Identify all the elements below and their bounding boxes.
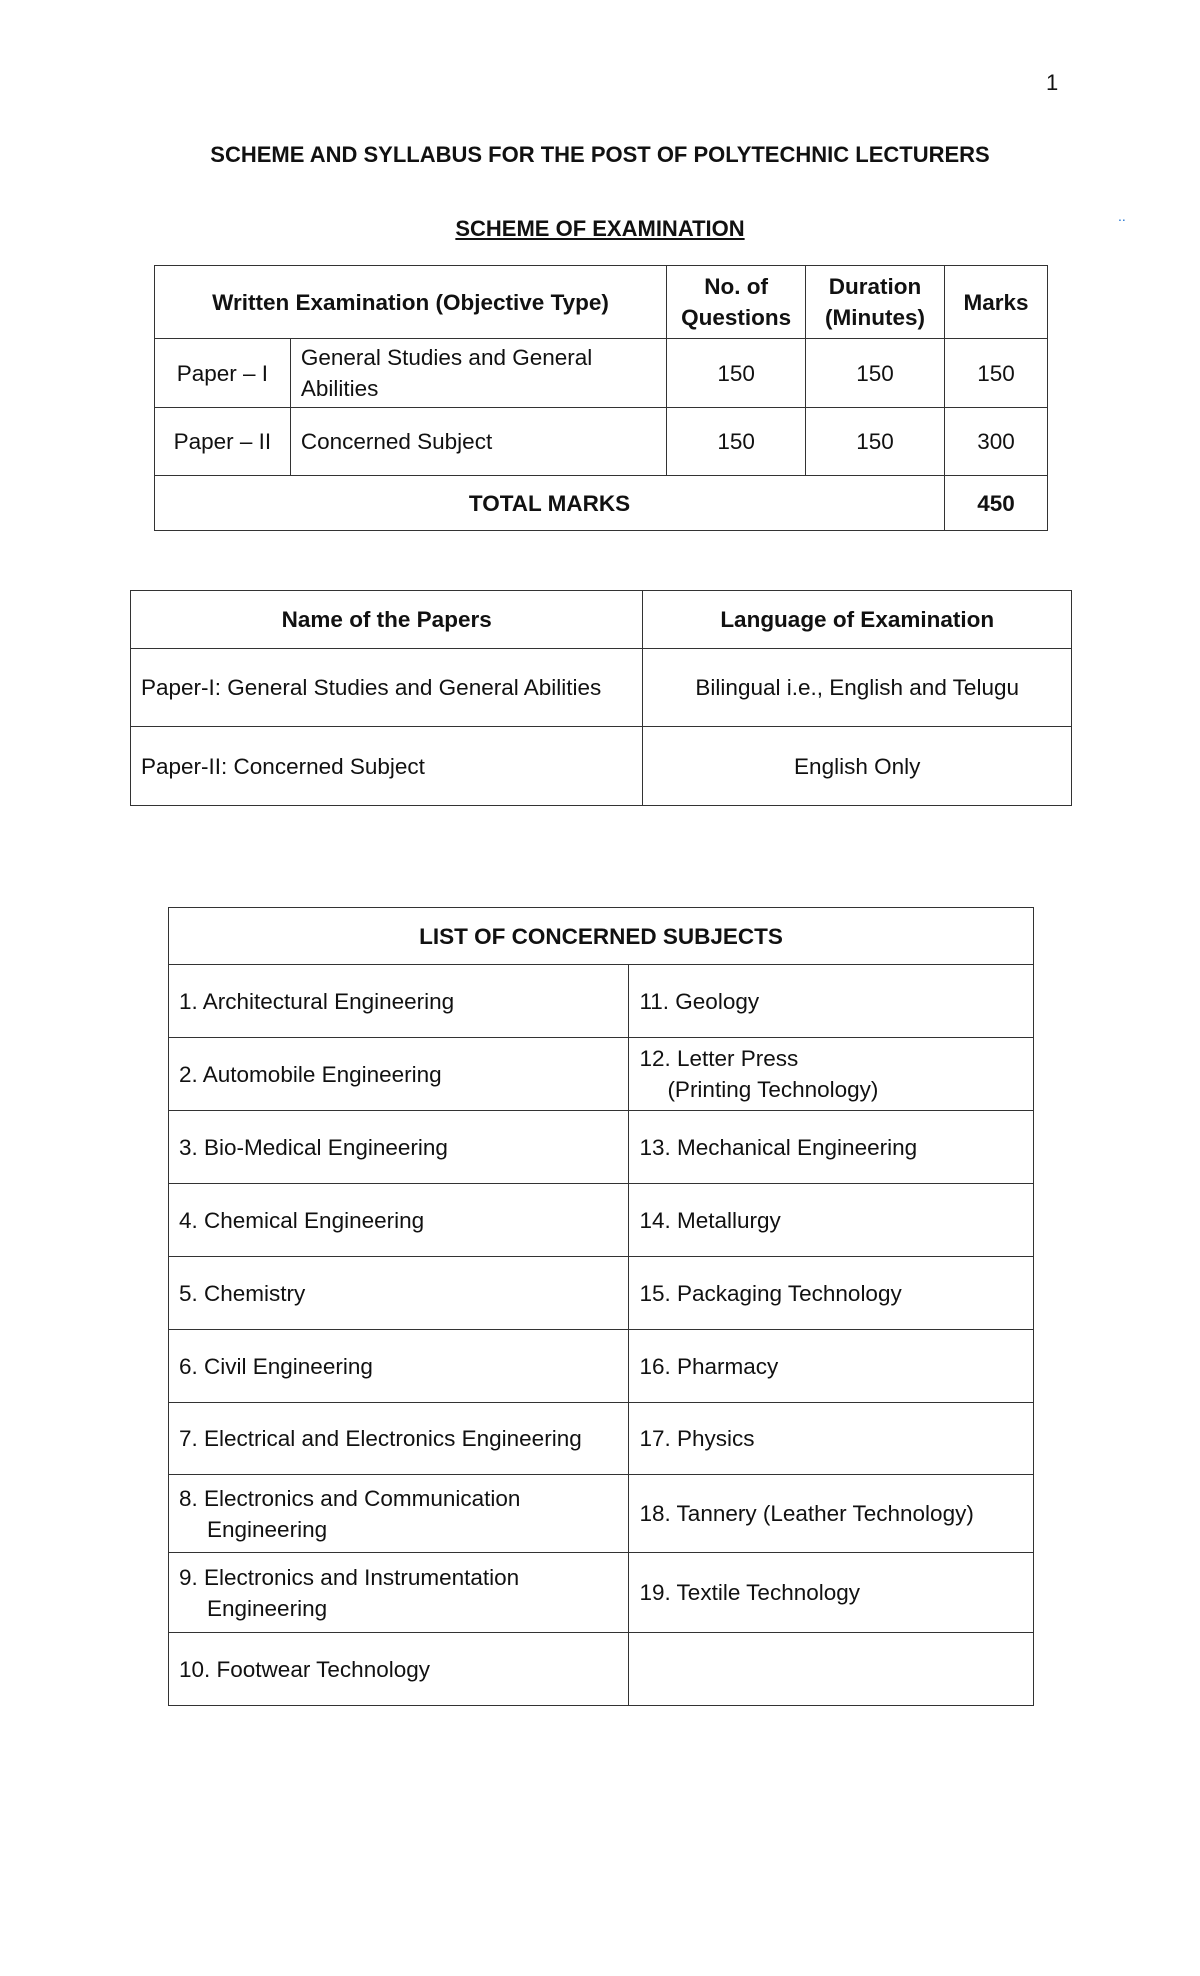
subjects-heading: LIST OF CONCERNED SUBJECTS <box>169 908 1034 965</box>
subject-cell <box>169 1633 629 1706</box>
section-heading: SCHEME OF EXAMINATION <box>455 216 745 241</box>
subject-name: 1. Architectural Engineering <box>179 988 455 1014</box>
subject-name: 11. Geology <box>639 988 760 1014</box>
subject-name: 10. Footwear Technology <box>179 1656 430 1682</box>
table-row <box>169 1111 1034 1184</box>
subject-cell <box>169 1184 629 1257</box>
subject-name-continued: (Printing Technology) <box>667 1077 879 1102</box>
table-row <box>155 408 1048 476</box>
language: Bilingual i.e., English and Telugu <box>643 649 1072 727</box>
header-papers: Name of the Papers <box>131 591 643 649</box>
table-row <box>155 339 1048 408</box>
table-row <box>169 1403 1034 1475</box>
table-row <box>131 649 1072 727</box>
subject-cell <box>169 1038 629 1111</box>
subject-name: 12. Letter Press <box>639 1046 799 1071</box>
subject-name: 17. Physics <box>639 1426 755 1451</box>
subject-cell: Concerned Subject <box>290 408 666 476</box>
subject-cell <box>629 1633 1034 1706</box>
table-row <box>169 1633 1034 1706</box>
table-row <box>169 1038 1034 1111</box>
subject-name: 6. Civil Engineering <box>179 1353 373 1379</box>
header-duration: Duration (Minutes) <box>806 266 945 339</box>
table-row <box>169 1330 1034 1403</box>
margin-mark: .. <box>1118 208 1126 224</box>
subject-name-continued: Engineering <box>207 1595 328 1621</box>
language: English Only <box>643 727 1072 806</box>
table-row <box>169 1553 1034 1633</box>
subject-cell <box>169 1330 629 1403</box>
duration-cell: 150 <box>806 408 945 476</box>
subject-name: 5. Chemistry <box>179 1280 306 1306</box>
subject-cell <box>169 1403 629 1475</box>
subject-name: 18. Tannery (Leather Technology) <box>639 1501 974 1526</box>
subject-cell <box>629 965 1034 1038</box>
subject-name: 8. Electronics and Communication <box>179 1485 521 1511</box>
table-row <box>169 1184 1034 1257</box>
subject-cell <box>629 1111 1034 1184</box>
subject-name: 2. Automobile Engineering <box>179 1061 442 1087</box>
paper-name: Paper-II: Concerned Subject <box>131 727 643 806</box>
subjects-table <box>168 907 1034 1706</box>
subject-cell <box>629 1184 1034 1257</box>
header-questions: No. of Questions <box>667 266 806 339</box>
language-table <box>130 590 1072 806</box>
table-row <box>169 1257 1034 1330</box>
subject-cell <box>169 965 629 1038</box>
page-number: 1 <box>1046 70 1059 95</box>
subject-name: 9. Electronics and Instrumentation <box>179 1564 520 1590</box>
subject-cell <box>629 1475 1034 1553</box>
subject-cell <box>169 1553 629 1633</box>
paper-cell: Paper – I <box>155 339 291 408</box>
header-language: Language of Examination <box>643 591 1072 649</box>
table-row <box>131 727 1072 806</box>
table-row <box>169 1475 1034 1553</box>
subject-cell <box>629 1403 1034 1475</box>
subject-cell <box>169 1475 629 1553</box>
header-marks: Marks <box>945 266 1048 339</box>
total-label: TOTAL MARKS <box>155 476 945 531</box>
paper-name: Paper-I: General Studies and General Abilities <box>131 649 643 727</box>
questions-cell: 150 <box>667 339 806 408</box>
subject-name: 14. Metallurgy <box>639 1207 781 1233</box>
subject-cell <box>629 1257 1034 1330</box>
paper-cell: Paper – II <box>155 408 291 476</box>
subject-name: 13. Mechanical Engineering <box>639 1134 918 1160</box>
subject-name: 15. Packaging Technology <box>639 1280 902 1306</box>
subject-name: 16. Pharmacy <box>639 1353 779 1379</box>
subject-cell <box>169 1257 629 1330</box>
subject-cell <box>629 1038 1034 1111</box>
questions-cell: 150 <box>667 408 806 476</box>
subject-name: 3. Bio-Medical Engineering <box>179 1134 448 1160</box>
subject-cell <box>629 1553 1034 1633</box>
subject-name: 19. Textile Technology <box>639 1580 861 1605</box>
marks-cell: 150 <box>945 339 1048 408</box>
marks-cell: 300 <box>945 408 1048 476</box>
header-exam: Written Examination (Objective Type) <box>155 266 667 339</box>
table-row <box>169 965 1034 1038</box>
subject-cell: General Studies and General Abilities <box>290 339 666 408</box>
total-value: 450 <box>945 476 1048 531</box>
document-title: SCHEME AND SYLLABUS FOR THE POST OF POLYTECHNIC LECTURERS <box>210 142 990 167</box>
subject-cell <box>169 1111 629 1184</box>
duration-cell: 150 <box>806 339 945 408</box>
scheme-table <box>154 265 1048 531</box>
subject-cell <box>629 1330 1034 1403</box>
subject-name-continued: Engineering <box>207 1516 328 1542</box>
subject-name: 4. Chemical Engineering <box>179 1207 425 1233</box>
subject-name: 7. Electrical and Electronics Engineering <box>179 1426 582 1451</box>
